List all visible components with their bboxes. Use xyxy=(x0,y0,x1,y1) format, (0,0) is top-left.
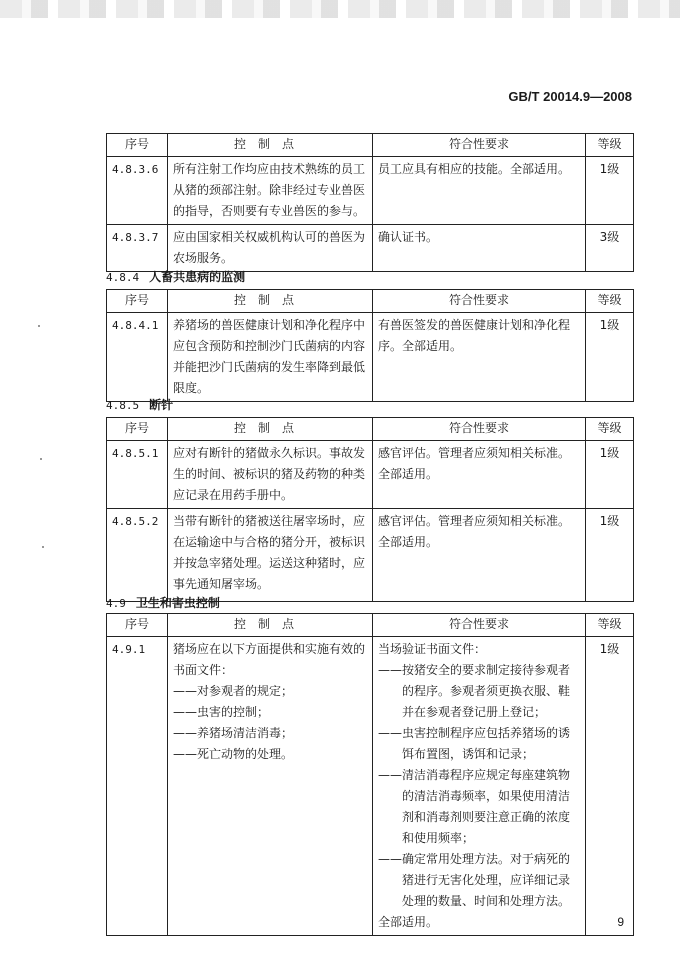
row-control-point xyxy=(168,637,373,936)
control-item: ——对参观者的规定； xyxy=(173,684,294,698)
row-requirement: 员工应具有相应的技能。全部适用。 xyxy=(373,157,586,225)
row-grade: 1级 xyxy=(586,637,634,936)
section-title: 卫生和害虫控制 xyxy=(135,596,220,610)
col-header-grade: 等级 xyxy=(586,134,634,157)
table-row xyxy=(107,313,634,402)
requirement-item: ——确定常用处理方法。对于病死的猪进行无害化处理，应详细记录处理的数量、时间和处理方法。 xyxy=(378,852,571,908)
section-heading-4-8-5 xyxy=(106,396,173,413)
table-header-row xyxy=(107,614,634,637)
row-number: 4.8.3.7 xyxy=(107,225,168,272)
col-header-requirement: 符合性要求 xyxy=(373,134,586,157)
col-header-control: 控制点 xyxy=(168,290,373,313)
section-title: 人畜共患病的监测 xyxy=(149,270,246,284)
requirement-item: ——虫害控制程序应包括养猪场的诱饵布置图，诱饵和记录； xyxy=(378,726,571,761)
row-grade: 1级 xyxy=(586,313,634,402)
row-grade: 3级 xyxy=(586,225,634,272)
row-control-point: 应由国家相关权威机构认可的兽医为农场服务。 xyxy=(168,225,373,272)
control-table-4-9 xyxy=(106,613,634,936)
row-grade: 1级 xyxy=(586,157,634,225)
requirement-item: ——按猪安全的要求制定接待参观者的程序。参观者须更换衣服、鞋并在参观者登记册上登记； xyxy=(378,663,571,719)
col-header-no: 序号 xyxy=(107,418,168,441)
control-item: ——死亡动物的处理。 xyxy=(173,747,294,761)
table-row xyxy=(107,509,634,602)
requirement-end: 全部适用。 xyxy=(378,915,439,929)
table-header-row xyxy=(107,290,634,313)
row-control-point: 当带有断针的猪被送往屠宰场时，应在运输途中与合格的猪分开，被标识并按急宰猪处理。运送这种猪时，应事先通知屠宰场。 xyxy=(168,509,373,602)
requirement-intro: 当场验证书面文件： xyxy=(378,642,487,656)
col-header-grade: 等级 xyxy=(586,290,634,313)
row-requirement: 感官评估。管理者应须知相关标准。全部适用。 xyxy=(373,509,586,602)
col-header-control: 控制点 xyxy=(168,614,373,637)
control-table-4-8-3 xyxy=(106,133,634,272)
col-header-control: 控制点 xyxy=(168,134,373,157)
table-row xyxy=(107,441,634,509)
section-title: 断针 xyxy=(149,398,174,412)
col-header-grade: 等级 xyxy=(586,418,634,441)
section-number: 4.8.5 xyxy=(106,399,140,412)
section-number: 4.8.4 xyxy=(106,271,140,284)
control-item: ——养猪场清洁消毒； xyxy=(173,726,294,740)
col-header-requirement: 符合性要求 xyxy=(373,290,586,313)
row-grade: 1级 xyxy=(586,441,634,509)
table-row xyxy=(107,637,634,936)
table-row xyxy=(107,225,634,272)
row-grade: 1级 xyxy=(586,509,634,602)
row-number: 4.9.1 xyxy=(107,637,168,936)
control-intro: 猪场应在以下方面提供和实施有效的书面文件： xyxy=(173,642,366,677)
table-header-row xyxy=(107,418,634,441)
scan-speck xyxy=(38,325,40,327)
row-number: 4.8.5.1 xyxy=(107,441,168,509)
table-header-row xyxy=(107,134,634,157)
row-control-point: 所有注射工作均应由技术熟练的员工从猪的颈部注射。除非经过专业兽医的指导，否则要有专业兽医的参与。 xyxy=(168,157,373,225)
control-table-4-8-5 xyxy=(106,417,634,602)
col-header-no: 序号 xyxy=(107,134,168,157)
section-heading-4-8-4 xyxy=(106,268,245,285)
page-number: 9 xyxy=(617,915,624,929)
row-requirement: 感官评估。管理者应须知相关标准。全部适用。 xyxy=(373,441,586,509)
row-requirement xyxy=(373,637,586,936)
col-header-requirement: 符合性要求 xyxy=(373,614,586,637)
standard-number: GB/T 20014.9—2008 xyxy=(508,89,632,104)
table-row xyxy=(107,157,634,225)
row-number: 4.8.3.6 xyxy=(107,157,168,225)
row-number: 4.8.5.2 xyxy=(107,509,168,602)
row-control-point: 应对有断针的猪做永久标识。事故发生的时间、被标识的猪及药物的种类应记录在用药手册中。 xyxy=(168,441,373,509)
col-header-control: 控制点 xyxy=(168,418,373,441)
requirement-item: ——清洁消毒程序应规定每座建筑物的清洁消毒频率，如果使用清洁剂和消毒剂则要注意正确的浓度和使用频率； xyxy=(378,768,571,845)
col-header-grade: 等级 xyxy=(586,614,634,637)
section-heading-4-9 xyxy=(106,594,220,611)
col-header-no: 序号 xyxy=(107,614,168,637)
scan-artifact-strip xyxy=(0,0,680,18)
scan-speck xyxy=(40,458,42,460)
row-requirement: 有兽医签发的兽医健康计划和净化程序。全部适用。 xyxy=(373,313,586,402)
control-table-4-8-4 xyxy=(106,289,634,402)
scan-speck xyxy=(42,546,44,548)
col-header-no: 序号 xyxy=(107,290,168,313)
col-header-requirement: 符合性要求 xyxy=(373,418,586,441)
row-control-point: 养猪场的兽医健康计划和净化程序中应包含预防和控制沙门氏菌病的内容并能把沙门氏菌病的发生率降到最低限度。 xyxy=(168,313,373,402)
row-number: 4.8.4.1 xyxy=(107,313,168,402)
row-requirement: 确认证书。 xyxy=(373,225,586,272)
control-item: ——虫害的控制； xyxy=(173,705,270,719)
section-number: 4.9 xyxy=(106,597,126,610)
